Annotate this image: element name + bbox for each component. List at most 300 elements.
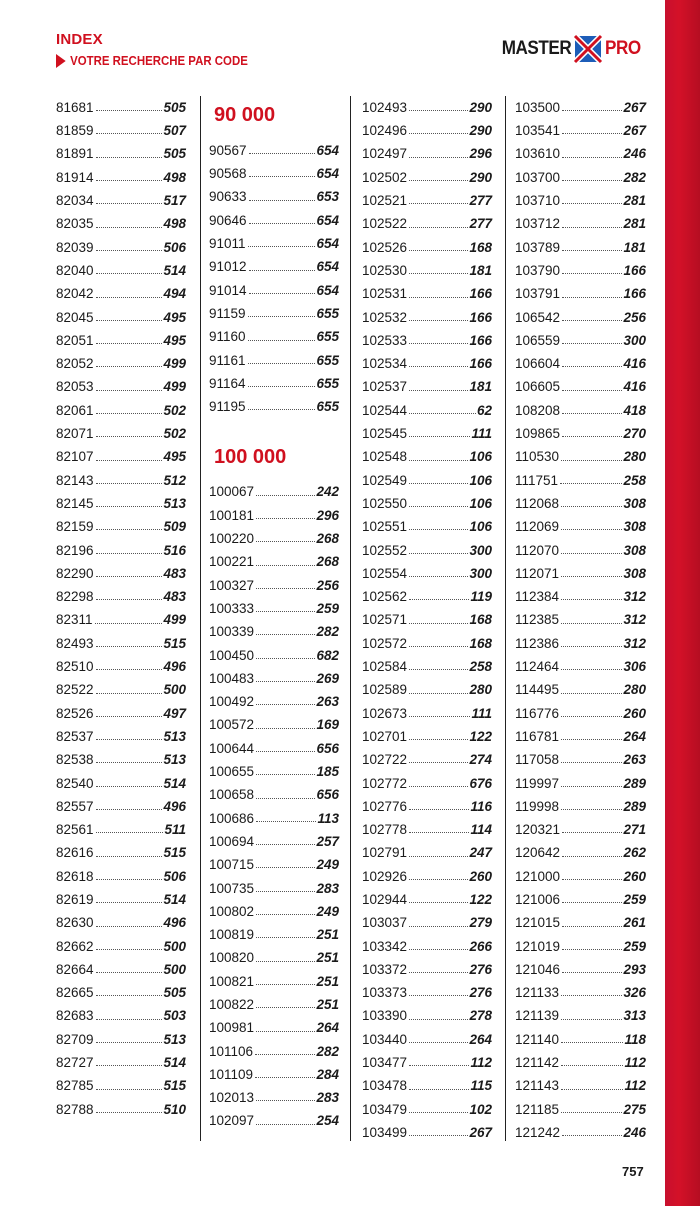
- product-code: 100483: [209, 670, 255, 686]
- index-entry: [56, 888, 186, 911]
- product-code: 103789: [515, 239, 561, 255]
- product-code: 82196: [56, 542, 94, 558]
- page-reference: 266: [469, 938, 492, 954]
- product-code: 82618: [56, 868, 94, 884]
- page-reference: 503: [163, 1008, 186, 1024]
- page-reference: 483: [163, 589, 186, 605]
- product-code: 108208: [515, 402, 561, 418]
- product-code: 91164: [209, 375, 246, 391]
- page-reference: 506: [163, 868, 186, 884]
- dot-leader: [255, 1077, 315, 1078]
- product-code: 121015: [515, 915, 561, 931]
- dot-leader: [96, 413, 163, 414]
- dot-leader: [562, 436, 622, 437]
- product-code: 106559: [515, 332, 561, 348]
- index-entry: [515, 445, 646, 468]
- dot-leader: [409, 762, 468, 763]
- dot-leader: [561, 1042, 623, 1043]
- column-divider: [505, 96, 506, 1141]
- index-entry: [209, 644, 339, 667]
- index-entry: [362, 865, 492, 888]
- page-reference: 102: [469, 1101, 492, 1117]
- product-code: 102493: [362, 99, 408, 115]
- dot-leader: [562, 227, 622, 228]
- index-entry: [56, 1051, 186, 1074]
- page-reference: 500: [163, 938, 186, 954]
- index-entry: [362, 119, 492, 142]
- product-code: 82493: [56, 635, 94, 651]
- dot-leader: [562, 250, 622, 251]
- index-entry: [515, 1005, 646, 1028]
- index-entry: [362, 1051, 492, 1074]
- logo-pro-text: PRO: [605, 38, 641, 59]
- page-reference: 656: [316, 740, 339, 756]
- page-reference: 115: [470, 1078, 492, 1094]
- page-reference: 511: [164, 822, 186, 838]
- product-code: 82557: [56, 798, 94, 814]
- product-code: 102544: [362, 402, 408, 418]
- product-code: 111751: [515, 472, 559, 488]
- index-entry: [362, 422, 492, 445]
- index-entry: [56, 818, 186, 841]
- index-entry: [209, 900, 339, 923]
- product-code: 112068: [515, 495, 560, 511]
- page-reference: 281: [623, 216, 646, 232]
- dot-leader: [96, 110, 163, 111]
- logo-master-text: MASTER: [501, 38, 572, 59]
- dot-leader: [96, 273, 163, 274]
- product-code: 103791: [515, 286, 561, 302]
- dot-leader: [256, 681, 315, 682]
- product-code: 82540: [56, 775, 94, 791]
- product-code: 102532: [362, 309, 408, 325]
- index-entry: [515, 282, 646, 305]
- product-code: 102589: [362, 682, 408, 698]
- product-code: 114495: [515, 682, 560, 698]
- dot-leader: [409, 1089, 469, 1090]
- dot-leader: [249, 176, 316, 177]
- index-entry: [362, 1005, 492, 1028]
- page-reference: 499: [163, 612, 186, 628]
- page-reference: 494: [163, 286, 186, 302]
- index-entry: [362, 888, 492, 911]
- dot-leader: [562, 832, 622, 833]
- dot-leader: [409, 809, 469, 810]
- dot-leader: [256, 728, 315, 729]
- index-entry: [56, 143, 186, 166]
- dot-leader: [96, 972, 163, 973]
- index-entry: [209, 1040, 339, 1063]
- product-code: 103372: [362, 961, 408, 977]
- index-entry: [362, 399, 492, 422]
- product-code: 100655: [209, 764, 255, 780]
- dot-leader: [96, 739, 163, 740]
- product-code: 112464: [515, 659, 560, 675]
- dot-leader: [96, 460, 163, 461]
- dot-leader: [562, 320, 622, 321]
- dot-leader: [409, 576, 468, 577]
- page-reference: 516: [163, 542, 186, 558]
- dot-leader: [248, 409, 316, 410]
- dot-leader: [256, 821, 316, 822]
- product-code: 103541: [515, 123, 561, 139]
- product-code: 102497: [362, 146, 408, 162]
- page-reference: 106: [469, 449, 492, 465]
- dot-leader: [256, 937, 315, 938]
- page-reference: 513: [163, 1031, 186, 1047]
- index-entry: [515, 655, 646, 678]
- page-reference: 496: [163, 798, 186, 814]
- index-entry: [515, 539, 646, 562]
- product-code: 116776: [515, 705, 560, 721]
- index-entry: [362, 958, 492, 981]
- dot-leader: [96, 879, 163, 880]
- index-entry: [209, 923, 339, 946]
- dot-leader: [561, 716, 622, 717]
- dot-leader: [95, 623, 163, 624]
- dot-leader: [409, 390, 468, 391]
- product-code: 103700: [515, 169, 561, 185]
- dot-leader: [409, 250, 468, 251]
- index-entry: [515, 143, 646, 166]
- dot-leader: [96, 926, 163, 927]
- product-code: 109865: [515, 426, 561, 442]
- product-code: 82290: [56, 565, 94, 581]
- index-entry: [515, 492, 646, 515]
- page-reference: 308: [623, 495, 646, 511]
- product-code: 82561: [56, 822, 94, 838]
- page-reference: 653: [316, 189, 339, 205]
- page-reference: 122: [469, 728, 492, 744]
- page-reference: 62: [476, 402, 492, 418]
- dot-leader: [96, 669, 163, 670]
- dot-leader: [561, 786, 622, 787]
- product-code: 91012: [209, 259, 247, 275]
- page-reference: 281: [623, 193, 646, 209]
- page-reference: 282: [623, 169, 646, 185]
- page-reference: 682: [316, 647, 339, 663]
- product-code: 102562: [362, 589, 408, 605]
- index-entry: [56, 259, 186, 282]
- page-reference: 654: [316, 212, 339, 228]
- product-code: 82052: [56, 356, 94, 372]
- page-reference: 497: [163, 705, 186, 721]
- page-reference: 251: [316, 973, 339, 989]
- page-reference: 655: [316, 399, 339, 415]
- product-code: 102778: [362, 822, 408, 838]
- product-code: 82039: [56, 239, 94, 255]
- index-entry: [362, 376, 492, 399]
- index-entry: [209, 737, 339, 760]
- dot-leader: [409, 972, 468, 973]
- page-reference: 277: [469, 193, 492, 209]
- index-entry: [515, 469, 646, 492]
- page-reference: 267: [469, 1124, 492, 1140]
- dot-leader: [96, 483, 163, 484]
- dot-leader: [561, 693, 622, 694]
- dot-leader: [256, 541, 315, 542]
- product-code: 82526: [56, 705, 94, 721]
- dot-leader: [561, 646, 622, 647]
- dot-leader: [561, 576, 622, 577]
- index-entry: [362, 702, 492, 725]
- page-reference: 111: [471, 426, 492, 442]
- index-entry: [515, 352, 646, 375]
- page-reference: 283: [316, 880, 339, 896]
- page-reference: 500: [163, 961, 186, 977]
- page-reference: 249: [316, 857, 339, 873]
- product-code: 103342: [362, 938, 408, 954]
- dot-leader: [562, 180, 622, 181]
- page-reference: 290: [469, 99, 492, 115]
- index-entry: [56, 1028, 186, 1051]
- index-entry: [515, 981, 646, 1004]
- page-reference: 515: [163, 845, 186, 861]
- product-code: 112071: [515, 565, 560, 581]
- dot-leader: [409, 856, 468, 857]
- index-entry: [209, 395, 339, 418]
- product-code: 112384: [515, 589, 560, 605]
- dot-leader: [409, 926, 468, 927]
- dot-leader: [409, 133, 468, 134]
- dot-leader: [256, 1124, 315, 1125]
- page-reference: 300: [469, 565, 492, 581]
- page-reference: 296: [316, 507, 339, 523]
- page-reference: 483: [163, 565, 186, 581]
- page-reference: 256: [316, 577, 339, 593]
- index-entry: [362, 935, 492, 958]
- index-entry: [362, 725, 492, 748]
- index-entry: [515, 748, 646, 771]
- index-entry: [56, 935, 186, 958]
- product-code: 120321: [515, 822, 561, 838]
- dot-leader: [561, 1019, 622, 1020]
- page-reference: 416: [623, 379, 646, 395]
- index-entry: [362, 329, 492, 352]
- page-reference: 260: [469, 868, 492, 884]
- index-entry: [515, 259, 646, 282]
- dot-leader: [248, 363, 316, 364]
- page-reference: 112: [624, 1078, 646, 1094]
- product-code: 106605: [515, 379, 561, 395]
- index-entry: [56, 539, 186, 562]
- dot-leader: [409, 343, 468, 344]
- index-entry: [209, 830, 339, 853]
- page-reference: 505: [163, 985, 186, 1001]
- index-entry: [362, 515, 492, 538]
- page-reference: 267: [623, 99, 646, 115]
- dot-leader: [562, 856, 622, 857]
- page-reference: 166: [623, 262, 646, 278]
- product-code: 121133: [515, 985, 560, 1001]
- dot-leader: [562, 366, 622, 367]
- page-reference: 514: [163, 262, 186, 278]
- dot-leader: [96, 157, 163, 158]
- page-reference: 290: [469, 123, 492, 139]
- dot-leader: [409, 623, 468, 624]
- product-code: 82107: [56, 449, 94, 465]
- product-code: 82785: [56, 1078, 94, 1094]
- dot-leader: [562, 1135, 622, 1136]
- page-reference: 308: [623, 542, 646, 558]
- product-code: 82662: [56, 938, 94, 954]
- dot-leader: [409, 506, 468, 507]
- product-code: 100181: [209, 507, 255, 523]
- page-reference: 268: [316, 554, 339, 570]
- page-reference: 251: [316, 996, 339, 1012]
- page-reference: 242: [316, 484, 339, 500]
- dot-leader: [96, 949, 163, 950]
- dot-leader: [248, 246, 316, 247]
- index-entry: [209, 186, 339, 209]
- dot-leader: [561, 995, 622, 996]
- index-column-2: [209, 96, 339, 1133]
- page-reference: 293: [623, 961, 646, 977]
- page-reference: 282: [316, 1043, 339, 1059]
- product-code: 82143: [56, 472, 94, 488]
- dot-leader: [96, 786, 163, 787]
- product-code: 103790: [515, 262, 561, 278]
- product-code: 90568: [209, 166, 247, 182]
- page-reference: 312: [623, 612, 646, 628]
- index-entry: [362, 143, 492, 166]
- index-column-1: [56, 96, 186, 1121]
- product-code: 82522: [56, 682, 94, 698]
- page-reference: 274: [469, 752, 492, 768]
- index-entry: [362, 678, 492, 701]
- product-code: 100981: [209, 1020, 255, 1036]
- page-reference: 271: [623, 822, 646, 838]
- dot-leader: [561, 506, 622, 507]
- index-entry: [56, 166, 186, 189]
- index-entry: [209, 714, 339, 737]
- dot-leader: [96, 320, 163, 321]
- index-entry: [515, 702, 646, 725]
- index-entry: [56, 119, 186, 142]
- page-reference: 168: [469, 239, 492, 255]
- page-reference: 498: [163, 216, 186, 232]
- dot-leader: [562, 972, 622, 973]
- page-reference: 260: [623, 705, 646, 721]
- dot-leader: [96, 297, 163, 298]
- index-entry: [515, 842, 646, 865]
- dot-leader: [562, 902, 622, 903]
- index-entry: [56, 515, 186, 538]
- dot-leader: [96, 390, 163, 391]
- index-entry: [515, 329, 646, 352]
- dot-leader: [562, 926, 622, 927]
- product-code: 82788: [56, 1101, 94, 1117]
- index-entry: [209, 1063, 339, 1086]
- dot-leader: [256, 658, 315, 659]
- subtitle-text: VOTRE RECHERCHE PAR CODE: [70, 53, 248, 68]
- product-code: 102554: [362, 565, 408, 581]
- page-reference: 654: [316, 259, 339, 275]
- dot-leader: [561, 669, 622, 670]
- index-entry: [56, 1074, 186, 1097]
- masterpro-logo: [494, 34, 645, 64]
- index-entry: [515, 1098, 646, 1121]
- index-entry: [56, 911, 186, 934]
- dot-leader: [409, 1042, 468, 1043]
- index-entry: [362, 259, 492, 282]
- index-entry: [515, 1074, 646, 1097]
- dot-leader: [409, 716, 470, 717]
- page-reference: 166: [623, 286, 646, 302]
- dot-leader: [96, 693, 163, 694]
- index-entry: [515, 96, 646, 119]
- index-entry: [362, 282, 492, 305]
- product-code: 121019: [515, 938, 561, 954]
- product-code: 81859: [56, 123, 94, 139]
- product-code: 106542: [515, 309, 561, 325]
- index-entry: [362, 212, 492, 235]
- index-entry: [209, 550, 339, 573]
- product-code: 103478: [362, 1078, 408, 1094]
- page-reference: 251: [316, 950, 339, 966]
- product-code: 81914: [56, 169, 94, 185]
- dot-leader: [409, 669, 468, 670]
- index-entry: [362, 609, 492, 632]
- product-code: 103440: [362, 1031, 408, 1047]
- index-entry: [362, 469, 492, 492]
- dot-leader: [561, 809, 622, 810]
- dot-leader: [96, 227, 163, 228]
- index-entry: [56, 422, 186, 445]
- page-reference: 510: [163, 1101, 186, 1117]
- page-reference: 257: [316, 833, 339, 849]
- page-reference: 258: [469, 659, 492, 675]
- page-reference: 495: [163, 332, 186, 348]
- product-code: 100821: [209, 973, 255, 989]
- page-reference: 166: [469, 356, 492, 372]
- page-reference: 116: [470, 798, 492, 814]
- dot-leader: [96, 529, 163, 530]
- index-entry: [362, 352, 492, 375]
- dot-leader: [562, 390, 622, 391]
- product-code: 121142: [515, 1055, 560, 1071]
- page-reference: 514: [163, 775, 186, 791]
- index-entry: [515, 888, 646, 911]
- index-entry: [362, 445, 492, 468]
- page-reference: 499: [163, 379, 186, 395]
- product-code: 102537: [362, 379, 408, 395]
- dot-leader: [561, 553, 622, 554]
- index-entry: [56, 469, 186, 492]
- dot-leader: [409, 995, 468, 996]
- index-entry: [515, 678, 646, 701]
- dot-leader: [96, 1019, 163, 1020]
- dot-leader: [96, 506, 163, 507]
- index-entry: [209, 877, 339, 900]
- index-entry: [209, 162, 339, 185]
- index-entry: [515, 725, 646, 748]
- dot-leader: [409, 483, 468, 484]
- product-code: 82616: [56, 845, 94, 861]
- index-entry: [209, 597, 339, 620]
- index-entry: [209, 302, 339, 325]
- page-reference: 106: [469, 519, 492, 535]
- index-entry: [56, 399, 186, 422]
- index-entry: [362, 96, 492, 119]
- page-reference: 505: [163, 146, 186, 162]
- page-reference: 181: [623, 239, 646, 255]
- index-entry: [209, 853, 339, 876]
- product-code: 100492: [209, 694, 255, 710]
- page-reference: 513: [163, 728, 186, 744]
- dot-leader: [96, 809, 163, 810]
- product-code: 119997: [515, 775, 560, 791]
